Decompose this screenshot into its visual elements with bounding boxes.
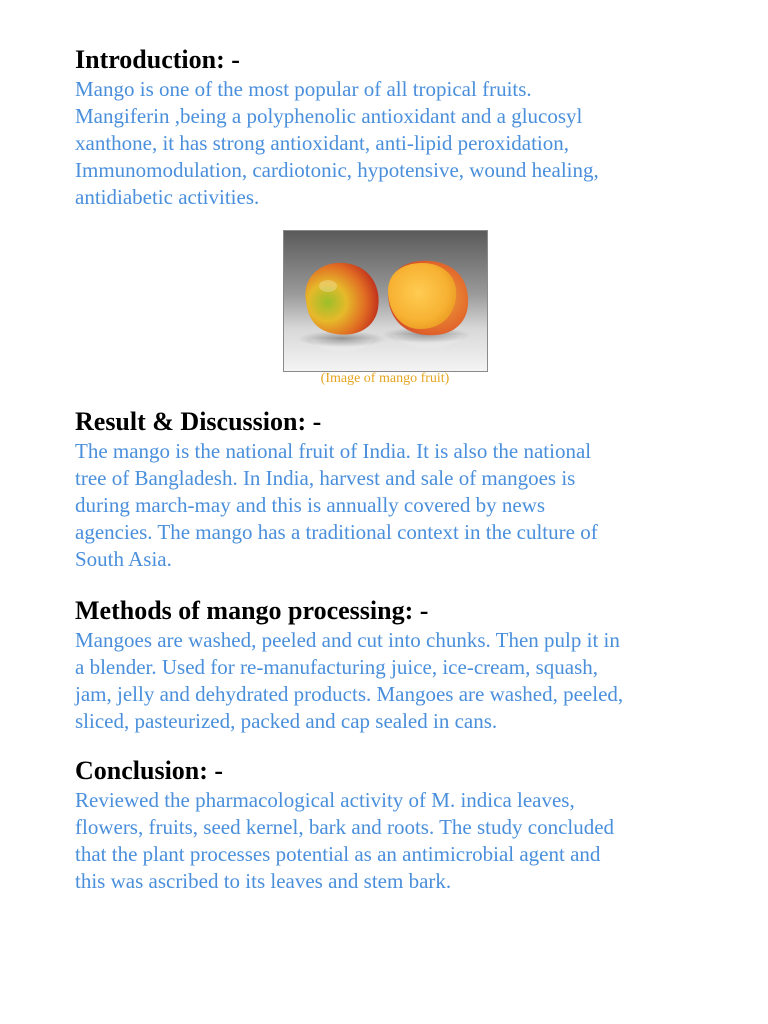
conclusion-section	[75, 755, 715, 895]
paragraph-line: tree of Bangladesh. In India, harvest and sale of mangoes is	[75, 466, 576, 490]
result-discussion-heading: Result & Discussion: -	[75, 407, 322, 436]
mango-photo	[283, 230, 488, 372]
paragraph-line: agencies. The mango has a traditional context in the culture of	[75, 520, 598, 544]
paragraph-line: antidiabetic activities.	[75, 185, 260, 209]
paragraph-line: Mango is one of the most popular of all tropical fruits.	[75, 77, 532, 101]
paragraph-line: Mangoes are washed, peeled and cut into chunks. Then pulp it in	[75, 628, 620, 652]
paragraph-line: jam, jelly and dehydrated products. Mangoes are washed, peeled,	[75, 682, 624, 706]
paragraph-line: a blender. Used for re-manufacturing juice, ice-cream, squash,	[75, 655, 599, 679]
conclusion-heading: Conclusion: -	[75, 756, 224, 785]
paragraph-line: Reviewed the pharmacological activity of M. indica leaves,	[75, 788, 575, 812]
result-discussion-section	[75, 406, 715, 573]
paragraph-line: The mango is the national fruit of India. It is also the national	[75, 439, 592, 463]
introduction-paragraph	[75, 76, 715, 211]
paragraph-line: sliced, pasteurized, packed and cap sealed in cans.	[75, 709, 498, 733]
figure-caption: (Image of mango fruit)	[320, 371, 450, 386]
introduction-heading: Introduction: -	[75, 45, 240, 74]
paragraph-line: xanthone, it has strong antioxidant, anti-lipid peroxidation,	[75, 131, 569, 155]
result-discussion-paragraph	[75, 438, 715, 573]
mango-image	[284, 231, 487, 371]
paragraph-line: flowers, fruits, seed kernel, bark and roots. The study concluded	[75, 815, 615, 839]
introduction-section	[75, 44, 715, 211]
paragraph-line: this was ascribed to its leaves and stem bark.	[75, 869, 452, 893]
paragraph-line: during march-may and this is annually covered by news	[75, 493, 546, 517]
paragraph-line: Mangiferin ,being a polyphenolic antioxidant and a glucosyl	[75, 104, 583, 128]
methods-section	[75, 595, 715, 735]
conclusion-paragraph	[75, 787, 715, 895]
paragraph-line: that the plant processes potential as an antimicrobial agent and	[75, 842, 601, 866]
methods-paragraph	[75, 627, 715, 735]
methods-heading: Methods of mango processing: -	[75, 596, 429, 625]
paragraph-line: Immunomodulation, cardiotonic, hypotensive, wound healing,	[75, 158, 599, 182]
paragraph-line: South Asia.	[75, 547, 172, 571]
